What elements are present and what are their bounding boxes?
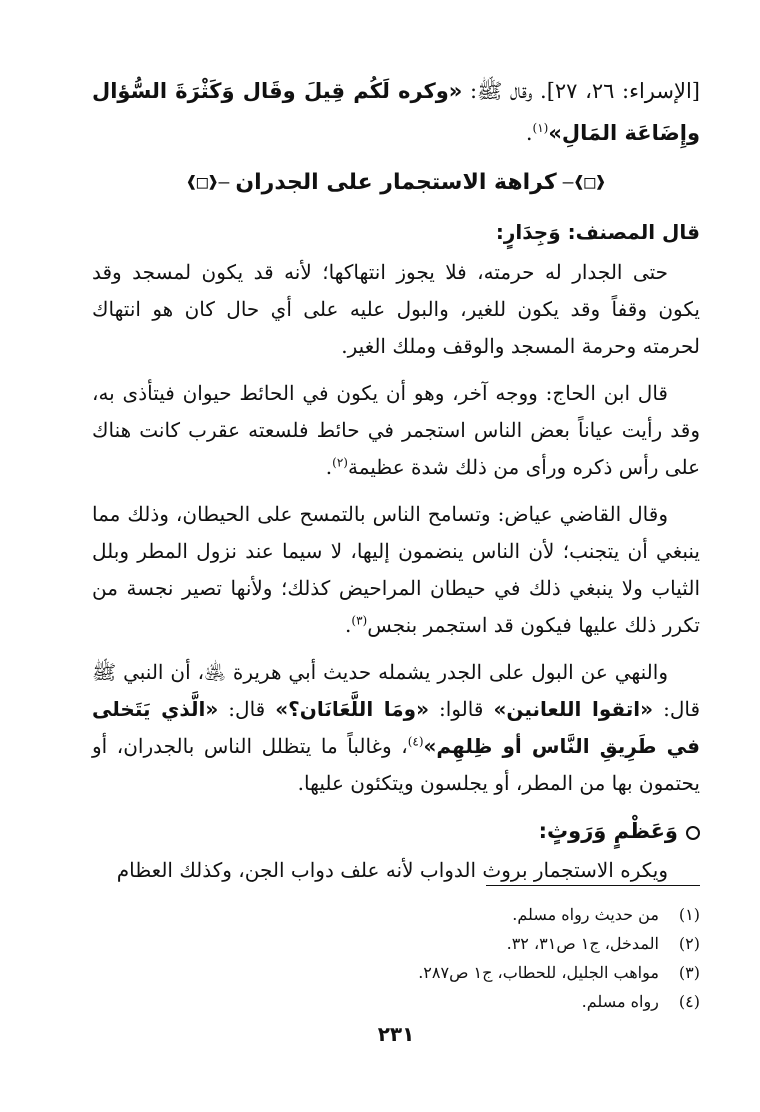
- paragraph-4-text-a: والنهي عن البول على الجدر يشمله حديث أبي هريرة ﵁، أن النبي ﷺ قال:: [92, 660, 701, 721]
- paragraph-1: حتى الجدار له حرمته، فلا يجوز انتهاكها؛ لأنه قد يكون لمسجد وقد يكون وقفاً وقد يكون للغير، والبول عليه على أي حال كان هو انتهاك لحرمته وحرمة المسجد والوقف وملك الغير.: [92, 260, 700, 358]
- footnote-2: [92, 929, 700, 958]
- paragraph-2-end: .: [325, 455, 333, 479]
- footnotes: [92, 900, 700, 1016]
- footnote-divider: [486, 885, 700, 886]
- footnote-3: [92, 958, 700, 987]
- author-label: قال المصنف:: [567, 220, 700, 244]
- bullet-text: وَعَظْمٍ وَرَوثٍ:: [538, 819, 678, 843]
- footnote-ref-2[interactable]: (٢): [332, 455, 348, 470]
- heading-ornament-left: ❰□❱—: [186, 171, 230, 193]
- footnote-number: (٣): [678, 963, 700, 982]
- paragraph-2: [92, 375, 700, 486]
- footnote-text: من حديث رواه مسلم.: [512, 905, 659, 924]
- footnote-text: المدخل، ج١ ص٣١، ٣٢.: [506, 934, 659, 953]
- author-statement: [92, 212, 700, 252]
- paragraph-3-text: وقال القاضي عياض: وتسامح الناس بالتمسح على الحيطان، وذلك مما ينبغي أن يتجنب؛ لأن الناس ينضمون إليها، لا سيما عند نزول المطر وبلل الثياب ولا ينبغي ذلك في حيطان المراحيض كذلك؛ ولأنها تصير نجسة من تكرر ذلك عليها فيكون قد استجمر بنجس: [92, 502, 700, 637]
- intro-reference: [الإسراء: ٢٦، ٢٧]. وقال ﷺ:: [462, 79, 700, 103]
- footnote-1: [92, 900, 700, 929]
- book-page: [92, 70, 700, 1070]
- paragraph-4-text-c: قال:: [218, 697, 276, 721]
- author-text: وَجِدَارٍ:: [495, 220, 568, 244]
- paragraph-4-text-b: قالوا:: [429, 697, 494, 721]
- paragraph-4-text-d: ، وغالباً ما يتظلل الناس بالجدران، أو يحتمون بها من المطر، أو يجلسون ويتكئون عليها.: [92, 734, 700, 795]
- hadith-quote-1: «اتقوا اللعانين»: [493, 697, 654, 721]
- heading-ornament-right: —❰□❱: [562, 171, 606, 193]
- circle-bullet-icon: [686, 826, 700, 840]
- paragraph-4: [92, 654, 700, 802]
- hadith-quote-3: «الَّذي يَتَخلى في طَرِيقِ النَّاس أو ظِلهِم»: [92, 697, 701, 758]
- footnote-ref-4[interactable]: (٤): [407, 734, 424, 749]
- hadith-quote-2: «ومَا اللَّعَانَان؟»: [275, 697, 430, 721]
- footnote-number: (٢): [678, 934, 700, 953]
- footnote-text: مواهب الجليل، للحطاب، ج١ ص٢٨٧.: [418, 963, 659, 982]
- section-heading: [92, 164, 700, 200]
- paragraph-3: [92, 496, 700, 644]
- footnote-text: رواه مسلم.: [581, 992, 659, 1011]
- paragraph-2-text: قال ابن الحاج: ووجه آخر، وهو أن يكون في الحائط حيوان فيتأذى به، وقد رأيت عياناً بعض الناس استجمر في حائط فلسعته عقرب كانت هناك على رأس ذكره ورأى من ذلك شدة عظيمة: [92, 381, 700, 479]
- intro-hadith-quote: «وكره لَكُم قِيلَ وقَال وَكَثْرَةَ السُّؤال وإِضَاعَة المَالِ»: [92, 79, 700, 145]
- footnote-number: (١): [678, 905, 700, 924]
- intro-paragraph: [92, 70, 700, 154]
- paragraph-5: ويكره الاستجمار بروث الدواب لأنه علف دواب الجن، وكذلك العظام: [116, 858, 668, 882]
- intro-end: .: [525, 121, 533, 145]
- footnote-ref-1[interactable]: (١): [532, 121, 549, 135]
- page-number: ٢٣١: [377, 1022, 415, 1046]
- paragraph-3-end: .: [345, 613, 352, 637]
- bullet-item: [92, 812, 700, 850]
- footnote-ref-3[interactable]: (٣): [351, 613, 368, 628]
- footnote-number: (٤): [678, 992, 700, 1011]
- footnote-4: [92, 987, 700, 1016]
- section-title: كراهة الاستجمار على الجدران: [235, 169, 557, 195]
